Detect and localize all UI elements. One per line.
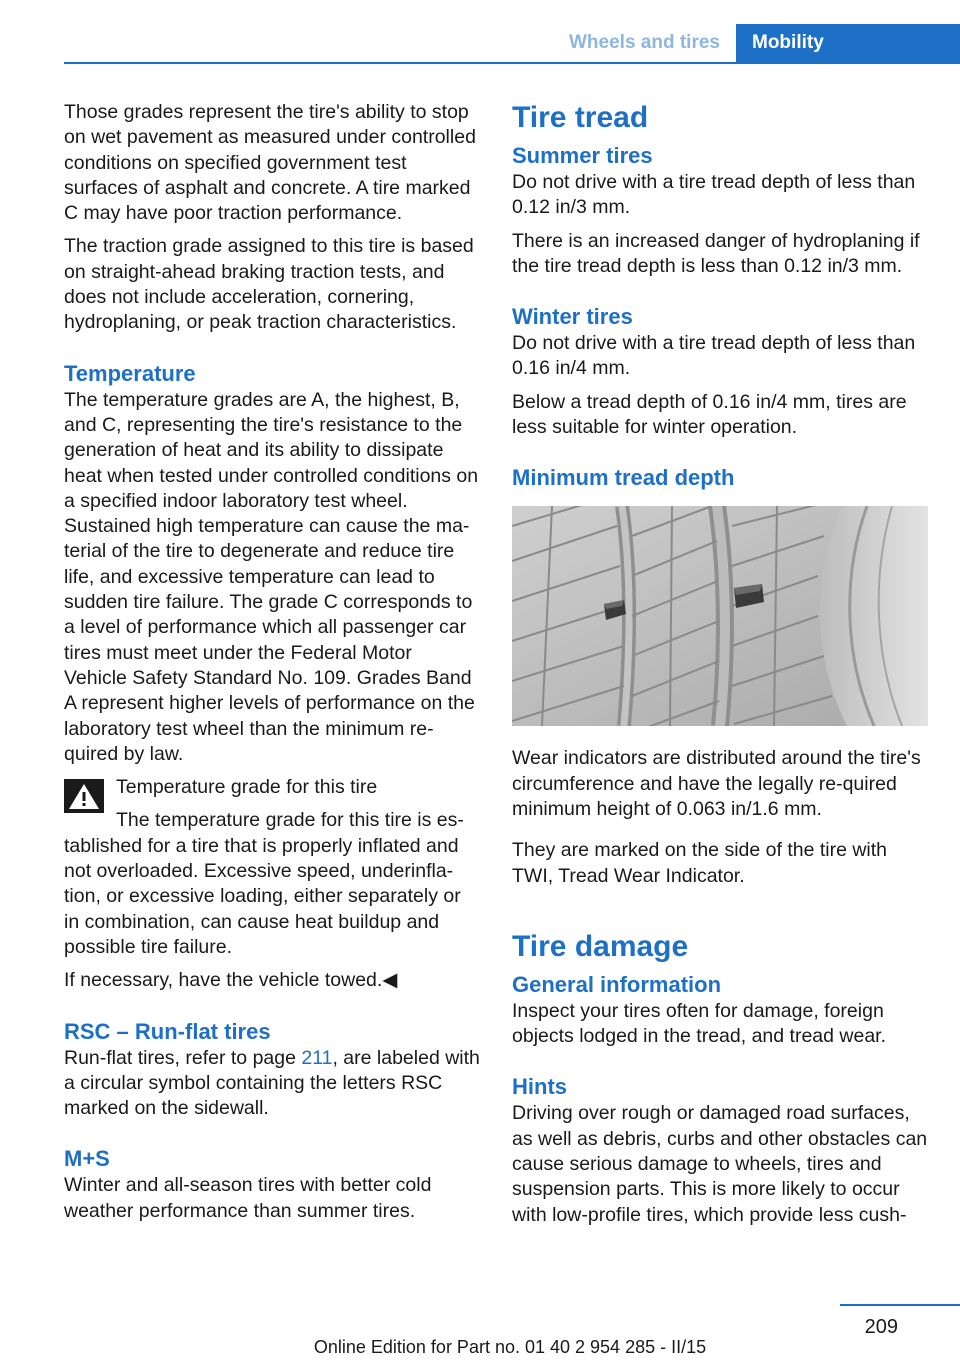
paragraph-ms: Winter and all-season tires with better cold weather performance than summer tires. <box>64 1174 432 1222</box>
paragraph-wear-indicators: Wear indicators are distributed around the tire's circumference and have the legally re‐quired minimum height of 0.063 in/1.6 mm. <box>512 747 921 820</box>
rsc-text-pre: Run-flat tires, refer to page <box>64 1046 302 1069</box>
tire-tread-image <box>512 506 928 726</box>
paragraph-winter-2: Below a tread depth of 0.16 in/4 mm, tires are less suitable for winter operation. <box>512 390 907 439</box>
heading-winter-tires: Winter tires <box>512 304 633 330</box>
page-number: 209 <box>864 1316 898 1338</box>
heading-tire-tread: Tire tread <box>512 101 649 134</box>
heading-rsc: RSC – Run-flat tires <box>64 1018 271 1044</box>
rsc-text-post: , are labeled with a circular symbol containing the letters RSC marked on the sidewall. <box>64 1046 480 1120</box>
left-column <box>64 100 480 1232</box>
header-section-tab: Mobility <box>736 24 960 62</box>
warning-text: The temperature grade for this tire is es‐tablished for a tire that is properly inflated and not overloaded. Excessive speed, underinfla‐tion, or excessive loading, either separately or in combination, can cause heat buildup and possible tire failure. <box>64 809 464 958</box>
page-link-211[interactable]: 211 <box>301 1046 333 1069</box>
paragraph-summer-1: Do not drive with a tire tread depth of less than 0.12 in/3 mm. <box>512 171 916 219</box>
paragraph-traction-assigned: The traction grade assigned to this tire is based on straight-ahead braking traction tests, and does not include acceleration, cornering, hydroplaning, or peak traction characteristics. <box>64 235 474 334</box>
paragraph-general-information: Inspect your tires often for damage, foreign objects lodged in the tread, and tread wear. <box>512 999 887 1048</box>
paragraph-twi: They are marked on the side of the tire with TWI, Tread Wear Indicator. <box>512 839 888 887</box>
paragraph-traction-grades: Those grades represent the tire's ability to stop on wet pavement as measured under controlled conditions on specified government test surfaces of asphalt and concrete. A tire marked C may have poor traction performance. <box>64 101 476 225</box>
right-column <box>512 100 928 1236</box>
paragraph-temperature: The temperature grades are A, the highest, B, and C, representing the tire's resistance to the generation of heat and its ability to dissipate heat when tested under controlled conditions on a specified indoor laboratory test wheel. Sustained high temperature can cause the ma‐terial of the tire to degenerate and reduce tire life, and excessive temperature can lead to sudden tire failure. The grade C corresponds to a level of performance which all passenger car tires must meet under the Federal Motor Vehicle Safety Standard No. 109. Grades Band A represent higher levels of performance on the laboratory test wheel than the minimum re‐quired by law. <box>64 388 479 765</box>
header-rule <box>64 62 960 64</box>
paragraph-hints: Driving over rough or damaged road surfaces, as well as debris, curbs and other obstacles can cause serious damage to wheels, tires and suspension parts. This is more likely to occur with low-profile tires, which provide less cush‐ <box>512 1102 928 1226</box>
paragraph-rsc <box>64 1046 480 1122</box>
paragraph-summer-2: There is an increased danger of hydroplaning if the tire tread depth is less than 0.12 in/3 mm. <box>512 229 920 277</box>
heading-summer-tires: Summer tires <box>512 143 653 168</box>
footer-rule <box>840 1304 960 1306</box>
footer-edition: Online Edition for Part no. 01 40 2 954 285 - II/15 <box>313 1337 707 1357</box>
heading-general-information: General information <box>512 971 722 997</box>
heading-hints: Hints <box>512 1074 567 1100</box>
heading-tire-damage: Tire damage <box>512 929 689 963</box>
header-chapter: Wheels and tires <box>569 32 720 53</box>
paragraph-winter-1: Do not drive with a tire tread depth of less than 0.16 in/4 mm. <box>512 332 916 380</box>
heading-ms: M+S <box>64 1146 110 1172</box>
warning-icon <box>64 779 104 813</box>
heading-minimum-tread-depth: Minimum tread depth <box>512 465 735 491</box>
warning-title: Temperature grade for this tire <box>116 776 378 799</box>
warning-end: If necessary, have the vehicle towed.◀ <box>64 969 398 992</box>
heading-temperature: Temperature <box>64 360 196 386</box>
warning-box <box>64 775 480 993</box>
